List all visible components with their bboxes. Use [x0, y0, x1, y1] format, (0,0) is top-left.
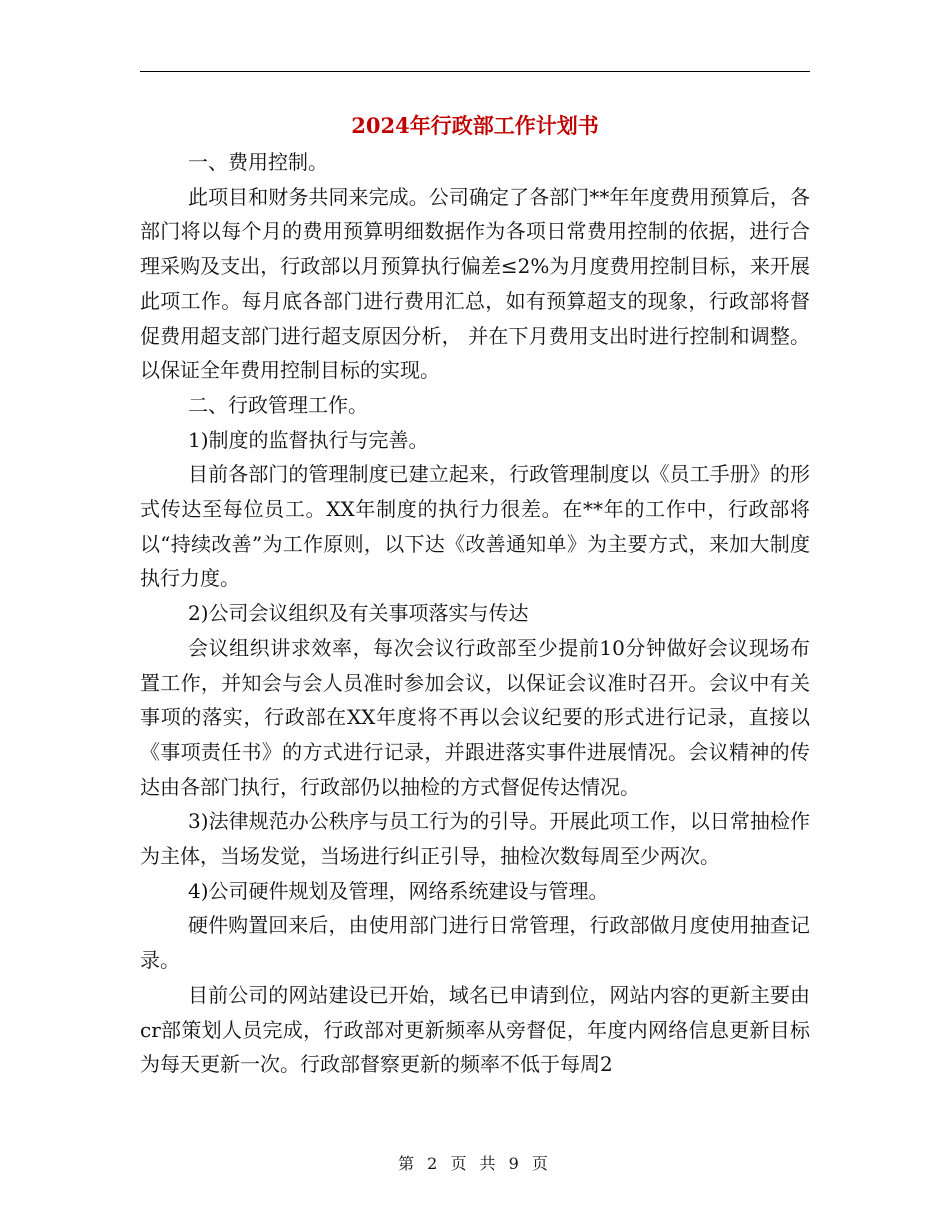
paragraph-system-supervision: 目前各部门的管理制度已建立起来，行政管理制度以《员工手册》的形式传达至每位员工。XX年制度的执行力很差。在**年的工作中，行政部将以“持续改善”为工作原则，以下达《改善通知单》为主要方式，来加大制度执行力度。 — [140, 462, 810, 591]
paragraph-meeting-organization: 会议组织讲求效率，每次会议行政部至少提前10分钟做好会议现场布置工作，并知会与会人员准时参加会议，以保证会议准时召开。会议中有关事项的落实，行政部在XX年度将不再以会议纪要的形式进行记录，直接以《事项责任书》的方式进行记录，并跟进落实事件进展情况。会议精神的传达由各部门执行，行政部仍以抽检的方式督促传达情况。 — [140, 635, 810, 799]
document-body — [140, 108, 810, 1082]
subheading-meeting-organization: 2)公司会议组织及有关事项落实与传达 — [188, 601, 529, 626]
subheading-hardware-network: 4)公司硬件规划及管理，网络系统建设与管理。 — [188, 878, 609, 903]
section-heading-admin-management: 二、行政管理工作。 — [188, 392, 368, 417]
subheading-system-supervision: 1)制度的监督执行与完善。 — [188, 427, 429, 452]
paragraph-website-construction: 目前公司的网站建设已开始，域名已申请到位，网站内容的更新主要由cr部策划人员完成，行政部对更新频率从旁督促，年度内网络信息更新目标为每天更新一次。行政部督察更新的频率不低于每周2 — [140, 982, 810, 1077]
paragraph-office-order: 3)法律规范办公秩序与员工行为的引导。开展此项工作，以日常抽检作为主体，当场发觉，当场进行纠正引导，抽检次数每周至少两次。 — [140, 809, 810, 869]
paragraph-expense-control: 此项目和财务共同来完成。公司确定了各部门**年年度费用预算后，各部门将以每个月的费用预算明细数据作为各项日常费用控制的依据，进行合理采购及支出，行政部以月预算执行偏差≤2%为月度费用控制目标，来开展此项工作。每月底各部门进行费用汇总，如有预算超支的现象，行政部将督促费用超支部门进行超支原因分析， 并在下月费用支出时进行控制和调整。以保证全年费用控制目标的实现。 — [140, 184, 810, 383]
document-title: 2024年行政部工作计划书 — [351, 113, 599, 138]
section-heading-expense-control: 一、费用控制。 — [188, 150, 328, 174]
header-rule — [140, 71, 810, 72]
page-number-footer: 第 2 页 共 9 页 — [398, 1154, 552, 1173]
paragraph-hardware-management: 硬件购置回来后，由使用部门进行日常管理，行政部做月度使用抽查记录。 — [140, 913, 810, 973]
